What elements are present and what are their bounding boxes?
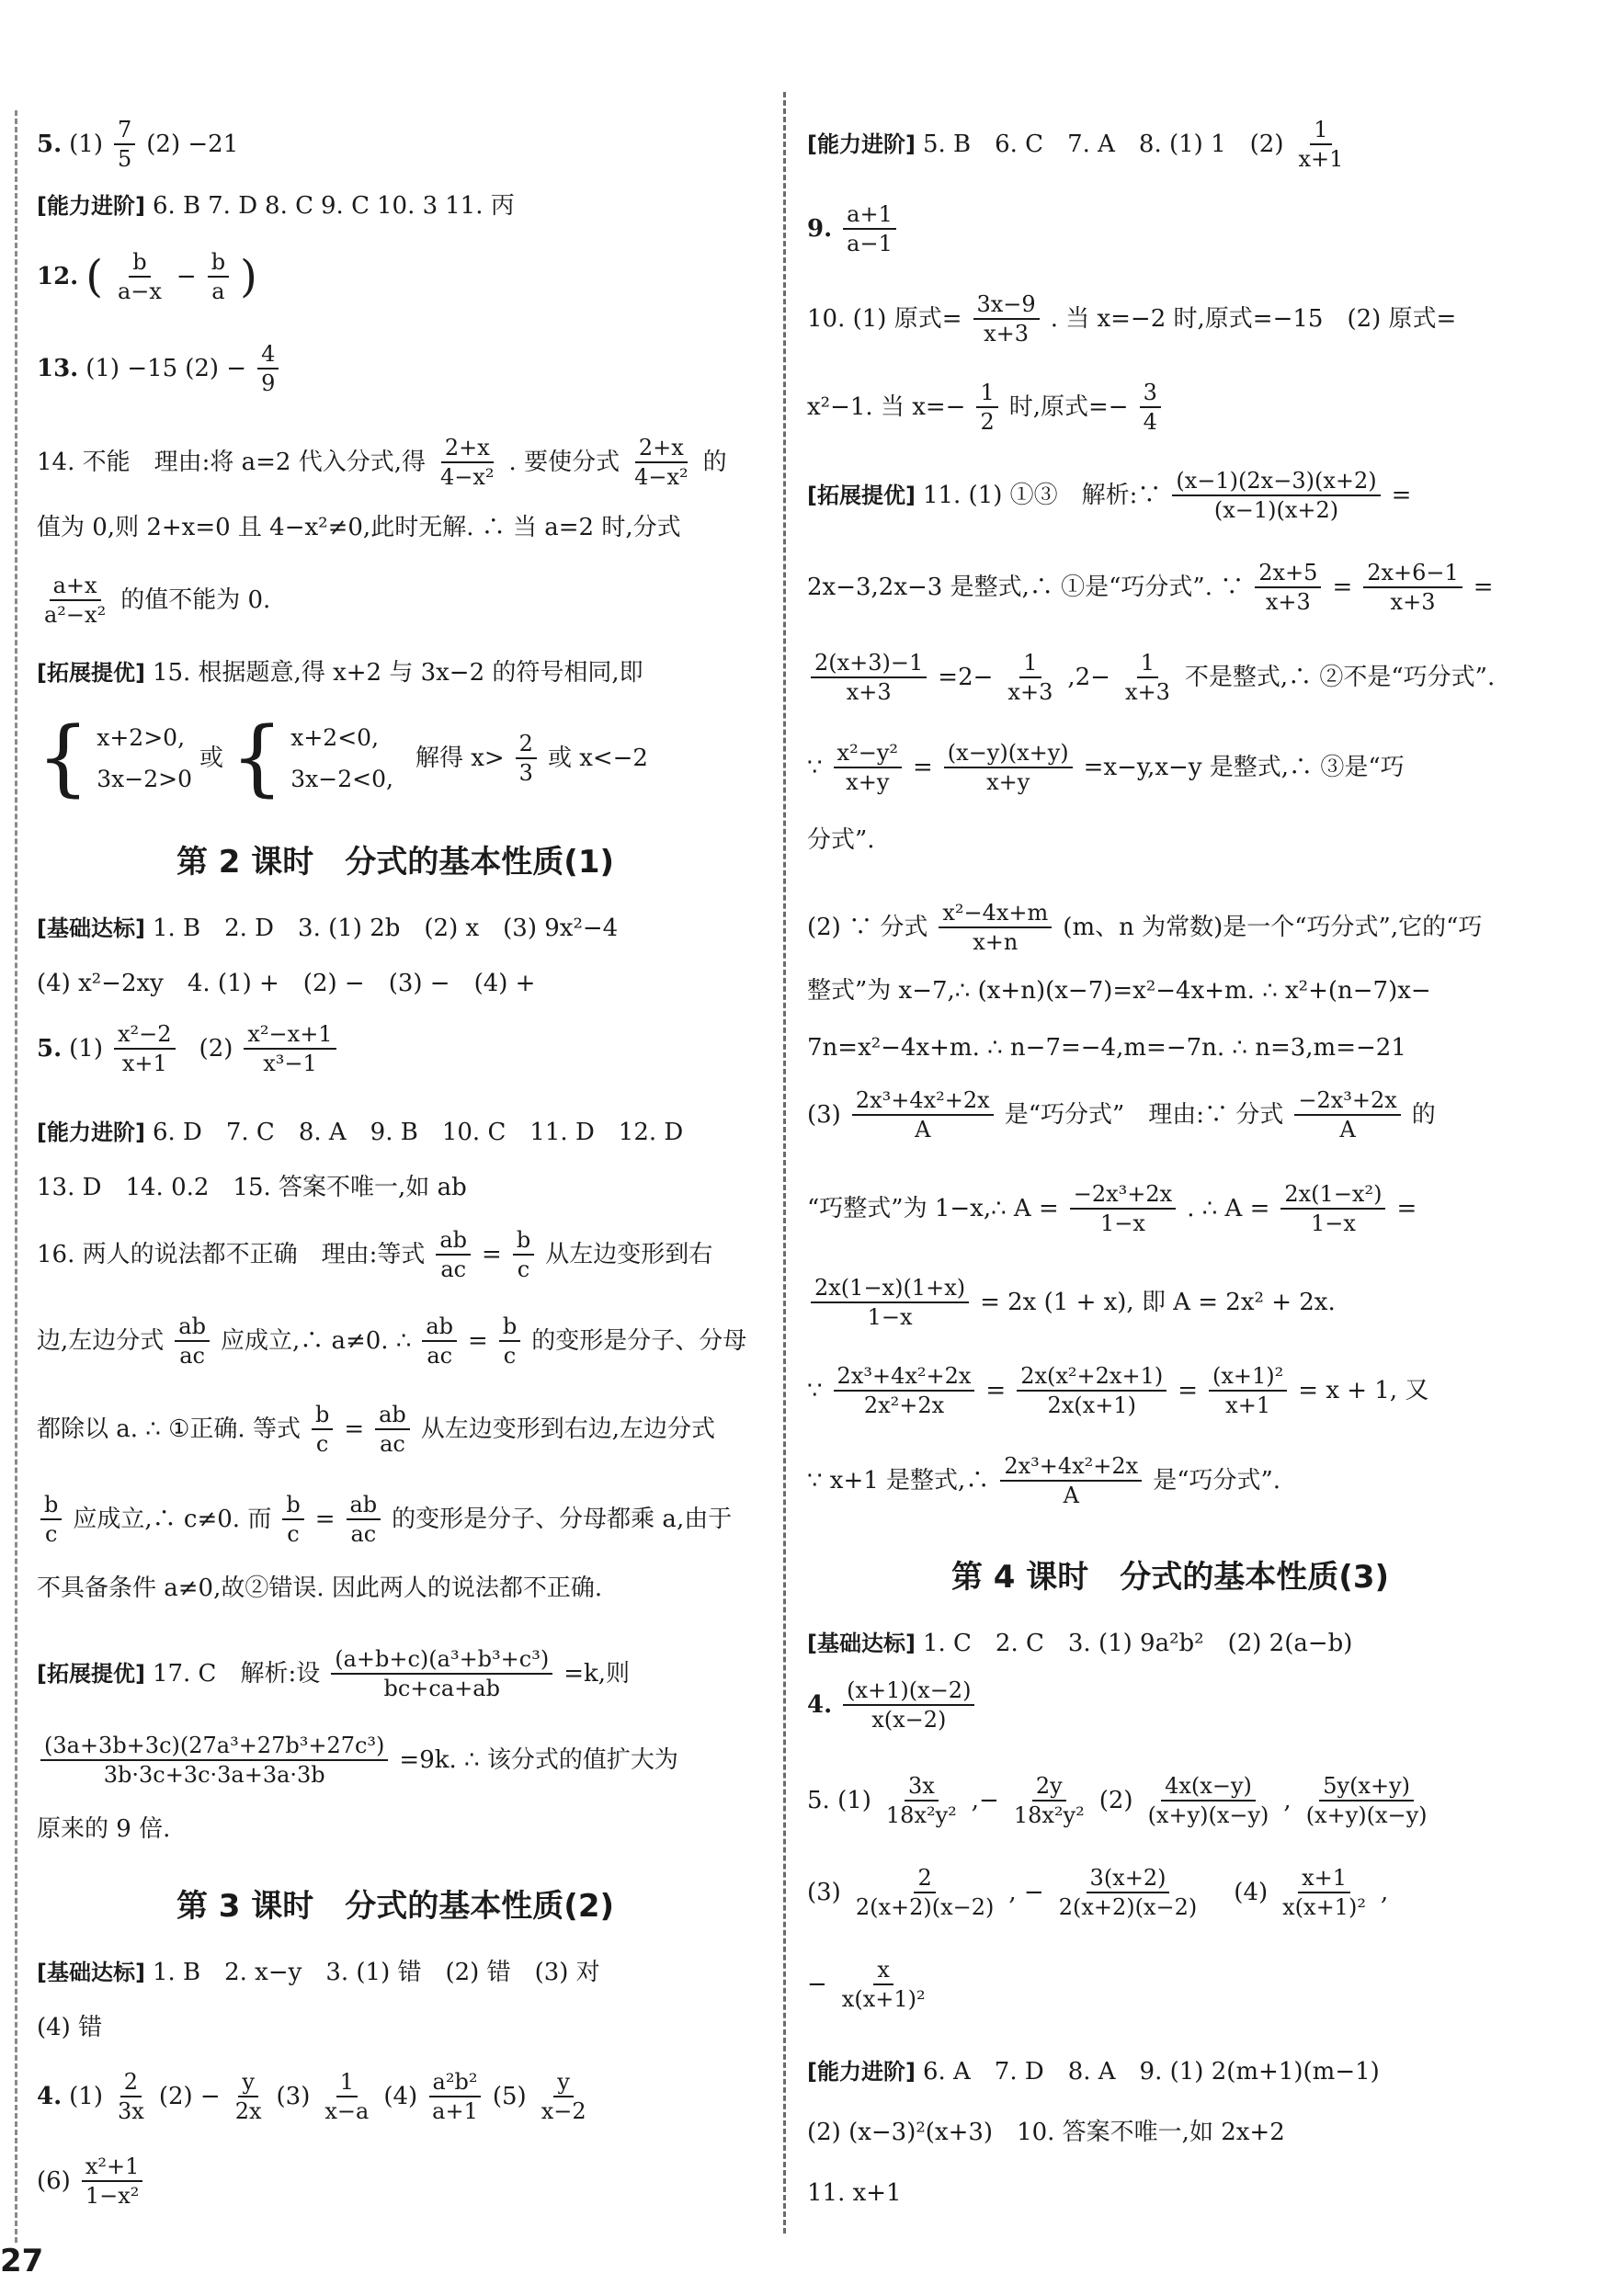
left-margin-rule bbox=[15, 110, 17, 2243]
page-number: 27 bbox=[0, 2243, 44, 2279]
fraction: $\frac{\text{2x(x²+2x+1)}}{2x(x+1)}$ bbox=[1017, 1364, 1166, 1418]
ability-section-4-line2: (2) (x−3)²(x+3) 10. 答案不唯一,如 2x+2 bbox=[807, 2119, 1285, 2146]
fraction: $\frac{b}{c}$ bbox=[499, 1314, 520, 1369]
fraction: $\frac{\text{x²−x+1}}{\text{x³−1}}$ bbox=[244, 1022, 336, 1076]
answer-q10-line2: x²−1. 当 x=− $\frac{1}{2}$ 时,原式=− $\frac{3}{4}$ bbox=[807, 381, 1533, 435]
answer-q9: 9. $\frac{a+1}{a-1}$ bbox=[807, 202, 1533, 256]
fraction: $\frac{\text{(a+b+c)(a³+b³+c³)}}{bc+ca+ab}$ bbox=[331, 1647, 552, 1701]
fraction: $\frac{a+x}{\text{a²−x²}}$ bbox=[44, 573, 107, 629]
fraction: $\frac{4x(x-y)}{(x+y)(x-y)}$ bbox=[1147, 1773, 1269, 1829]
extension-q11-line3: $\frac{2(x+3)-1}{x+3}$ =2− $\frac{1}{x+3}$ ,2− $\frac{1}{x+3}$ 不是整式,∴ ②不是“巧分式”. bbox=[807, 651, 1533, 705]
answer-h4-q4: 4. $\frac{(x+1)(x-2)}{x(x-2)}$ bbox=[807, 1678, 1533, 1733]
answer-h4-q5-line2: (3) $\frac{2}{2(x+2)(x-2)}$ , − $\frac{3(x+2)}{2(x+2)(x-2)}$ (4) $\frac{x+1}{\text{x(x+1)²}}$ , bbox=[807, 1865, 1389, 1921]
fraction: $\frac{b}{a}$ bbox=[208, 250, 229, 304]
fraction: $\frac{ab}{ac}$ bbox=[436, 1228, 471, 1282]
fraction: $\frac{1}{x+3}$ bbox=[1007, 650, 1053, 706]
section-tag: [拓展提优] bbox=[37, 1661, 145, 1688]
section-tag: [能力进阶] bbox=[37, 1120, 145, 1146]
fraction: $\frac{\text{2x³+4x²+2x}}{A}$ bbox=[852, 1088, 994, 1142]
fraction: $\frac{b}{c}$ bbox=[312, 1403, 333, 1457]
extension-q11-line8: 7n=x²−4x+m. ∴ n−7=−4,m=−7n. ∴ n=3,m=−21 bbox=[807, 1034, 1406, 1062]
fraction: $\frac{\text{2x³+4x²+2x}}{A}$ bbox=[1000, 1454, 1142, 1508]
fraction: $\frac{ab}{ac}$ bbox=[375, 1403, 410, 1457]
fraction: $\frac{b}{c}$ bbox=[513, 1228, 534, 1282]
section-tag: [基础达标] bbox=[37, 915, 145, 942]
fraction: $\frac{2}{3}$ bbox=[516, 732, 537, 786]
ability-section-4-line3: 11. x+1 bbox=[807, 2179, 902, 2207]
fraction: $\frac{\text{−2x³+2x}}{A}$ bbox=[1294, 1088, 1400, 1142]
ability-section-4-line1: [能力进阶] 6. A 7. D 8. A 9. (1) 2(m+1)(m−1) bbox=[807, 2058, 1380, 2086]
fraction: $\frac{\text{2x(1−x²)}}{1-x}$ bbox=[1280, 1182, 1385, 1236]
fraction: $\frac{2}{2(x+2)(x-2)}$ bbox=[855, 1865, 995, 1921]
fraction: $\frac{ab}{ac}$ bbox=[347, 1493, 381, 1547]
extension-q11-line7: 整式”为 x−7,∴ (x+n)(x−7)=x²−4x+m. ∴ x²+(n−7)x− bbox=[807, 977, 1431, 1005]
fraction: $\frac{a+1}{a-1}$ bbox=[843, 202, 896, 256]
fraction: $\frac{2x+5}{x+3}$ bbox=[1255, 561, 1321, 615]
answer-q16-line2: 边,左边分式 $\frac{ab}{ac}$ 应成立,∴ a≠0. ∴ $\frac{ab}{ac}$ = $\frac{b}{c}$ 的变形是分子、分母 bbox=[37, 1313, 747, 1370]
fraction: $\frac{2}{3x}$ bbox=[118, 2069, 144, 2125]
fraction: $\frac{\text{x²−4x+m}}{x+n}$ bbox=[939, 901, 1052, 955]
basic-section-4: [基础达标] 1. C 2. C 3. (1) 9a²b² (2) 2(a−b) bbox=[807, 1630, 1353, 1657]
fraction: $\frac{x+1}{\text{x(x+1)²}}$ bbox=[1282, 1865, 1366, 1921]
fraction: $\frac{b}{c}$ bbox=[40, 1493, 62, 1547]
extension-q15-system: { x+2>0, 3x−2>0 或 { x+2<0, 3x−2<0, 解得 x> $\frac{2}{3}$ 或 x<−2 bbox=[37, 710, 648, 806]
answer-h4-q5-line1: 5. (1) $\frac{3x}{\text{18x²y²}}$ ,− $\frac{2y}{\text{18x²y²}}$ (2) $\frac{4x(x-y)}{(x+y)(x-y)}$ , $\frac{5y(x+y)}{(x+y)(x-y)}$ bbox=[807, 1774, 1533, 1828]
fraction: $\frac{(x-y)(x+y)}{x+y}$ bbox=[944, 741, 1073, 795]
answer-h3-q4: 4. (1) $\frac{2}{3x}$ (2) − $\frac{y}{2x}$ (3) $\frac{1}{x-a}$ (4) $\frac{\text{a²b²}}{a+1}$ (5) $\frac{y}{x-2}$ bbox=[37, 2070, 754, 2124]
section-tag: [能力进阶] bbox=[37, 193, 145, 220]
extension-q11-line10: “巧整式”为 1−x,∴ A = $\frac{\text{−2x³+2x}}{1-x}$ . ∴ A = $\frac{\text{2x(1−x²)}}{1-x}$ = bbox=[807, 1181, 1417, 1237]
answer-q13: 13. (1) −15 (2) − $\frac{4}{9}$ bbox=[37, 342, 754, 396]
fraction: $\frac{2+x}{\text{4−x²}}$ bbox=[634, 435, 689, 491]
answer-q16-line4: $\frac{b}{c}$ 应成立,∴ c≠0. 而 $\frac{b}{c}$ = $\frac{ab}{ac}$ 的变形是分子、分母都乘 a,由于 bbox=[37, 1493, 754, 1547]
ability-section-2-line2: 13. D 14. 0.2 15. 答案不唯一,如 ab bbox=[37, 1174, 467, 1201]
extension-q11-line2: 2x−3,2x−3 是整式,∴ ①是“巧分式”. ∵ $\frac{2x+5}{x+3}$ = $\frac{2x+6-1}{x+3}$ = bbox=[807, 560, 1494, 616]
answer-q14-line3: $\frac{a+x}{\text{a²−x²}}$ 的值不能为 0. bbox=[37, 574, 754, 628]
fraction: $\frac{\text{−2x³+2x}}{1-x}$ bbox=[1070, 1182, 1176, 1236]
answer-q16-line3: 都除以 a. ∴ ①正确. 等式 $\frac{b}{c}$ = $\frac{ab}{ac}$ 从左边变形到右边,左边分式 bbox=[37, 1402, 716, 1458]
fraction: $\frac{1}{x+1}$ bbox=[1298, 117, 1344, 173]
fraction: $\frac{y}{2x}$ bbox=[234, 2069, 262, 2125]
section-tag: [基础达标] bbox=[807, 1631, 916, 1657]
answer-h4-q5-line3: − $\frac{x}{\text{x(x+1)²}}$ bbox=[807, 1958, 1533, 2012]
extension-q17-line1: [拓展提优] 17. C 解析:设 $\frac{\text{(a+b+c)(a³+b³+c³)}}{bc+ca+ab}$ =k,则 bbox=[37, 1646, 631, 1702]
fraction: $\frac{\text{2x³+4x²+2x}}{\text{2x²+2x}}$ bbox=[834, 1364, 975, 1418]
ability-section-r1: [能力进阶] 5. B 6. C 7. A 8. (1) 1 (2) $\frac{1}{x+1}$ bbox=[807, 118, 1533, 172]
left-column bbox=[37, 0, 754, 2243]
section-tag: [拓展提优] bbox=[807, 483, 916, 509]
extension-q11-line4: ∵ $\frac{\text{x²−y²}}{x+y}$ = $\frac{(x-y)(x+y)}{x+y}$ =x−y,x−y 是整式,∴ ③是“巧 bbox=[807, 740, 1405, 796]
section-tag: [能力进阶] bbox=[807, 131, 916, 158]
fraction: $\frac{2+x}{\text{4−x²}}$ bbox=[440, 435, 495, 491]
basic-section-3-line1: [基础达标] 1. B 2. x−y 3. (1) 错 (2) 错 (3) 对 bbox=[37, 1959, 600, 1986]
basic-section-3-line2: (4) 错 bbox=[37, 2014, 103, 2041]
section-tag: [拓展提优] bbox=[37, 660, 145, 687]
ability-section-2-line1: [能力进阶] 6. D 7. C 8. A 9. B 10. C 11. D 12. D bbox=[37, 1119, 684, 1146]
fraction: $\frac{3x}{\text{18x²y²}}$ bbox=[885, 1773, 957, 1829]
basic-section-2-line2: (4) x²−2xy 4. (1) + (2) − (3) − (4) + bbox=[37, 970, 536, 997]
fraction: $\frac{\text{x²−2}}{x+1}$ bbox=[114, 1022, 176, 1076]
extension-q15-line1: [拓展提优] 15. 根据题意,得 x+2 与 3x−2 的符号相同,即 bbox=[37, 659, 643, 687]
fraction: $\frac{b}{c}$ bbox=[282, 1493, 303, 1547]
fraction: $\frac{(x-1)(2x-3)(x+2)}{(x-1)(x+2)}$ bbox=[1172, 469, 1380, 523]
extension-q11-line5: 分式”. bbox=[807, 826, 875, 854]
fraction: $\frac{b}{a-x}$ bbox=[117, 249, 162, 305]
lesson-heading-3: 第 3 课时 分式的基本性质(2) bbox=[176, 1888, 615, 1925]
ability-section-1: [能力进阶] 6. B 7. D 8. C 9. C 10. 3 11. 丙 bbox=[37, 192, 515, 220]
right-column bbox=[807, 0, 1533, 2243]
extension-q11-line13: ∵ x+1 是整式,∴ $\frac{\text{2x³+4x²+2x}}{A}$ 是“巧分式”. bbox=[807, 1453, 1281, 1509]
fraction: $\frac{3}{4}$ bbox=[1140, 381, 1161, 435]
fraction: $\frac{\text{(3a+3b+3c)(27a³+27b³+27c³)}}{3b\cdot 3c+3c\cdot 3a+3a\cdot 3b}$ bbox=[40, 1733, 388, 1788]
answer-q12: 12. ( $\frac{b}{a-x}$ − $\frac{b}{a}$ ) bbox=[37, 249, 257, 305]
fraction: $\frac{y}{x-2}$ bbox=[541, 2069, 586, 2125]
fraction: $\frac{3(x+2)}{2(x+2)(x-2)}$ bbox=[1058, 1865, 1198, 1921]
fraction: $\frac{1}{x-a}$ bbox=[324, 2069, 370, 2125]
extension-q11-line6: (2) ∵ 分式 $\frac{\text{x²−4x+m}}{x+n}$ (m、n 为常数)是一个“巧分式”,它的“巧 bbox=[807, 900, 1483, 956]
answer-q16-line1: 16. 两人的说法都不正确 理由:等式 $\frac{ab}{ac}$ = $\frac{b}{c}$ 从左边变形到右 bbox=[37, 1227, 713, 1283]
extension-q11-line1: [拓展提优] 11. (1) ①③ 解析:∵ $\frac{(x-1)(2x-3)(x+2)}{(x-1)(x+2)}$ = bbox=[807, 468, 1412, 524]
answer-h2-q5: 5. (1) $\frac{\text{x²−2}}{x+1}$ (2) $\frac{\text{x²−x+1}}{\text{x³−1}}$ bbox=[37, 1022, 754, 1076]
extension-q17-line3: 原来的 9 倍. bbox=[37, 1815, 171, 1843]
extension-q17-line2: $\frac{\text{(3a+3b+3c)(27a³+27b³+27c³)}}{3b\cdot 3c+3c\cdot 3a+3a\cdot 3b}$ =9k. ∴ 该分式的值扩大为 bbox=[37, 1733, 754, 1788]
fraction: $\frac{1}{2}$ bbox=[976, 381, 997, 435]
fraction: $\frac{\text{x²−y²}}{x+y}$ bbox=[834, 741, 902, 795]
answer-q14-line1: 14. 不能 理由:将 a=2 代入分式,得 $\frac{2+x}{\text{4−x²}}$ . 要使分式 $\frac{2+x}{\text{4−x²}}$ 的 bbox=[37, 435, 727, 491]
section-tag: [能力进阶] bbox=[807, 2059, 916, 2086]
fraction: $\frac{\text{a²b²}}{a+1}$ bbox=[428, 2070, 482, 2124]
fraction: $\frac{2x+6-1}{x+3}$ bbox=[1363, 561, 1462, 615]
answer-q5: 5. (1) $\frac{7}{5}$ (2) −21 bbox=[37, 117, 239, 173]
answer-q10-line1: 10. (1) 原式= $\frac{3x-9}{x+3}$ . 当 x=−2 时,原式=−15 (2) 原式= bbox=[807, 291, 1457, 347]
answer-h3-q4-part6: (6) $\frac{\text{x²+1}}{\text{1−x²}}$ bbox=[37, 2154, 754, 2209]
fraction: $\frac{\text{x²+1}}{\text{1−x²}}$ bbox=[82, 2154, 143, 2209]
fraction: $\frac{7}{5}$ bbox=[114, 118, 135, 172]
basic-section-2-line1: [基础达标] 1. B 2. D 3. (1) 2b (2) x (3) 9x²−4 bbox=[37, 915, 619, 942]
answer-q14-line2: 值为 0,则 2+x=0 且 4−x²≠0,此时无解. ∴ 当 a=2 时,分式 bbox=[37, 514, 681, 541]
fraction: $\frac{\text{(x+1)²}}{x+1}$ bbox=[1209, 1364, 1287, 1418]
column-divider bbox=[783, 92, 786, 2233]
fraction: $\frac{5y(x+y)}{(x+y)(x-y)}$ bbox=[1305, 1773, 1428, 1829]
fraction: $\frac{ab}{ac}$ bbox=[422, 1314, 457, 1369]
section-tag: [基础达标] bbox=[37, 1960, 145, 1986]
fraction: $\frac{4}{9}$ bbox=[257, 342, 279, 396]
fraction: $\frac{2(x+3)-1}{x+3}$ bbox=[811, 651, 927, 705]
fraction: $\frac{ab}{ac}$ bbox=[175, 1314, 210, 1369]
fraction: $\frac{1}{x+3}$ bbox=[1124, 650, 1170, 706]
extension-q11-line9: (3) $\frac{\text{2x³+4x²+2x}}{A}$ 是“巧分式” 理由:∵ 分式 $\frac{\text{−2x³+2x}}{A}$ 的 bbox=[807, 1087, 1436, 1143]
answer-q16-line5: 不具备条件 a≠0,故②错误. 因此两人的说法都不正确. bbox=[37, 1574, 603, 1602]
lesson-heading-2: 第 2 课时 分式的基本性质(1) bbox=[176, 844, 615, 881]
fraction: $\frac{(x+1)(x-2)}{x(x-2)}$ bbox=[843, 1678, 974, 1733]
extension-q11-line12: ∵ $\frac{\text{2x³+4x²+2x}}{\text{2x²+2x}}$ = $\frac{\text{2x(x²+2x+1)}}{2x(x+1)}$ = $\frac{\text{(x+1)²}}{x+1}$ = x + 1, 又 bbox=[807, 1363, 1429, 1419]
fraction: $\frac{2y}{\text{18x²y²}}$ bbox=[1013, 1773, 1085, 1829]
fraction: $\frac{x}{\text{x(x+1)²}}$ bbox=[841, 1957, 926, 2013]
fraction: $\frac{3x-9}{x+3}$ bbox=[973, 292, 1040, 347]
extension-q11-line11: $\frac{2x(1-x)(1+x)}{1-x}$ = 2x (1 + x), 即 A = 2x² + 2x. bbox=[807, 1276, 1533, 1330]
fraction: $\frac{2x(1-x)(1+x)}{1-x}$ bbox=[811, 1276, 969, 1330]
lesson-heading-4: 第 4 课时 分式的基本性质(3) bbox=[950, 1559, 1390, 1596]
